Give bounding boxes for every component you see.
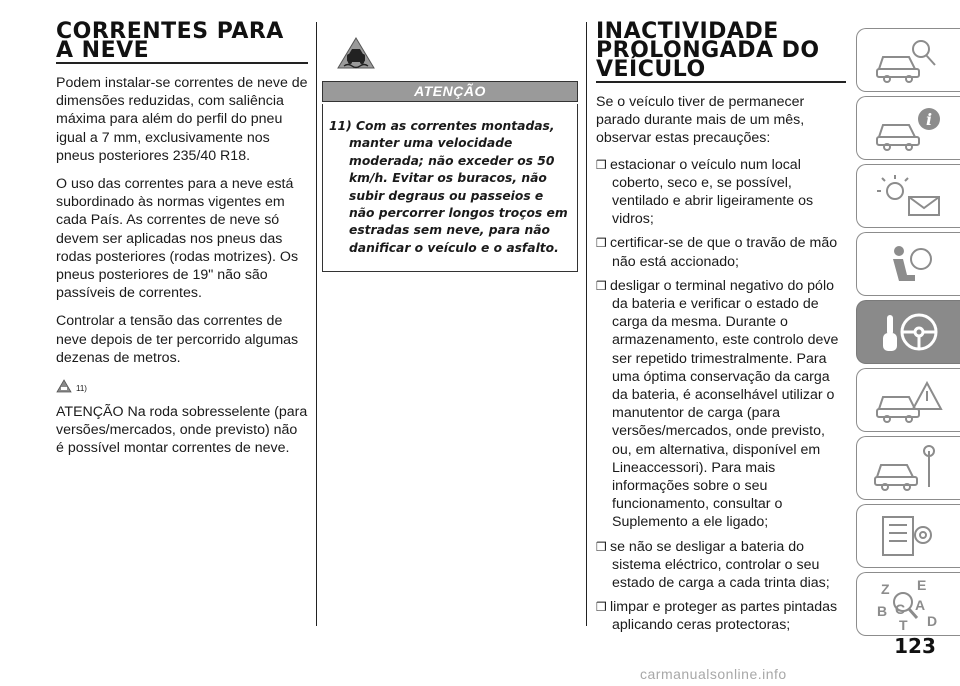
- document-gear-icon: [869, 511, 949, 561]
- checkbox-bullet-icon: ❒: [596, 600, 607, 615]
- warning-triangle-icon: [56, 379, 72, 393]
- warning-label-bar: ATENÇÃO: [322, 81, 578, 102]
- svg-text:B: B: [876, 603, 887, 619]
- warning-box: [322, 104, 578, 272]
- column-inactivity: [596, 19, 846, 635]
- svg-text:D: D: [926, 613, 937, 629]
- warning-header: [336, 36, 578, 75]
- car-search-icon: [869, 35, 949, 85]
- svg-text:Z: Z: [880, 581, 890, 597]
- tab-maintenance[interactable]: [856, 436, 960, 500]
- paragraph-chain-tension: Controlar a tensão das correntes de neve depois de ter percorrido algumas dezenas de metros.: [56, 313, 299, 366]
- airbag-seat-icon: [869, 239, 949, 289]
- warning-item: 11) Com as correntes montadas, manter uma velocidade moderada; não exceder os 50 km/h. Evitar os buracos, não subir degraus ou passeios e não percorrer longos troços em estradas sem neve, para não danificar o veículo e o asfalto.: [329, 119, 568, 255]
- checkbox-bullet-icon: ❒: [596, 157, 607, 172]
- section-title-inactivity: INACTIVIDADE PROLONGADA DO VEÍCULO: [596, 22, 846, 83]
- tab-vehicle-info[interactable]: [856, 96, 960, 160]
- tab-safety[interactable]: [856, 232, 960, 296]
- car-warning-icon: [336, 36, 376, 70]
- precautions-list: [596, 156, 846, 635]
- list-item: ❒ estacionar o veículo num local coberto, seco e, se possível, ventilado e abrir ligeiramente os vidros;: [596, 156, 814, 228]
- list-item: ❒ se não se desligar a bateria do sistema eléctrico, controlar o seu estado de carga a cada trinta dias;: [596, 538, 830, 592]
- car-wrench-icon: [869, 443, 949, 493]
- svg-text:i: i: [925, 110, 932, 129]
- alphabetical-index-icon: [869, 576, 949, 632]
- warning-reference[interactable]: [56, 377, 308, 397]
- svg-text:T: T: [898, 617, 908, 632]
- paragraph-spare-wheel: ATENÇÃO Na roda sobresselente (para versões/mercados, onde previsto) não é possível montar correntes de neve.: [56, 404, 308, 457]
- warning-reference-number: 11): [76, 384, 87, 394]
- tab-warning-lights[interactable]: [856, 164, 960, 228]
- warning-lights-message-icon: [869, 171, 949, 221]
- svg-text:C: C: [894, 601, 905, 617]
- tab-vehicle-overview[interactable]: [856, 28, 960, 92]
- chapter-tabs: [856, 28, 960, 640]
- tab-technical-data[interactable]: [856, 504, 960, 568]
- checkbox-bullet-icon: ❒: [596, 236, 607, 251]
- paragraph-inactivity-intro: Se o veículo tiver de permanecer parado durante mais de um mês, observar estas precauções:: [596, 94, 805, 147]
- column-divider: [316, 22, 317, 626]
- svg-text:A: A: [914, 597, 925, 613]
- list-item: ❒ certificar-se de que o travão de mão não está accionado;: [596, 235, 838, 270]
- footer-watermark: carmanualsonline.info: [640, 666, 787, 682]
- tab-emergency[interactable]: [856, 368, 960, 432]
- paragraph-chain-size: Podem instalar-se correntes de neve de dimensões reduzidas, com saliência máxima para além do perfil do pneu igual a 7 mm, exclusivamente nos pneus posteriores 235/40 R18.: [56, 75, 308, 164]
- key-steering-wheel-icon: [869, 307, 949, 357]
- checkbox-bullet-icon: ❒: [596, 539, 607, 554]
- column-snow-chains: [56, 19, 308, 458]
- tab-index[interactable]: [856, 572, 960, 636]
- section-title-snow-chains: CORRENTES PARA A NEVE: [56, 22, 308, 64]
- car-emergency-icon: [869, 375, 949, 425]
- tab-starting-driving[interactable]: [856, 300, 960, 364]
- page-number: 123: [894, 634, 936, 658]
- paragraph-chain-rules: O uso das correntes para a neve está subordinado às normas vigentes em cada País. As correntes de neve só devem ser aplicadas nos pneus das rodas posteriores (rodas motrizes). Os pneus posteriores de 19" não são passíveis de correntes.: [56, 176, 299, 302]
- list-item: ❒ desligar o terminal negativo do pólo da bateria e verificar o estado de carga da mesma. Durante o armazenamento, este controlo deve ser repetido trimestralmente. Para uma óptima conservação da carga da bateria, é aconselhável utilizar o manutentor de carga (para versões/mercados, onde previsto, ou, em alternativa, disponível em Lineaccessori). Para mais informações sobre o seu funcionamento, consultar o Suplemento a ele ligado;: [596, 277, 839, 531]
- svg-text:E: E: [916, 577, 926, 593]
- checkbox-bullet-icon: ❒: [596, 278, 607, 293]
- car-info-icon: [869, 103, 949, 153]
- column-divider: [586, 22, 587, 626]
- column-warning: [322, 22, 578, 272]
- list-item: ❒ limpar e proteger as partes pintadas aplicando ceras protectoras;: [596, 599, 838, 634]
